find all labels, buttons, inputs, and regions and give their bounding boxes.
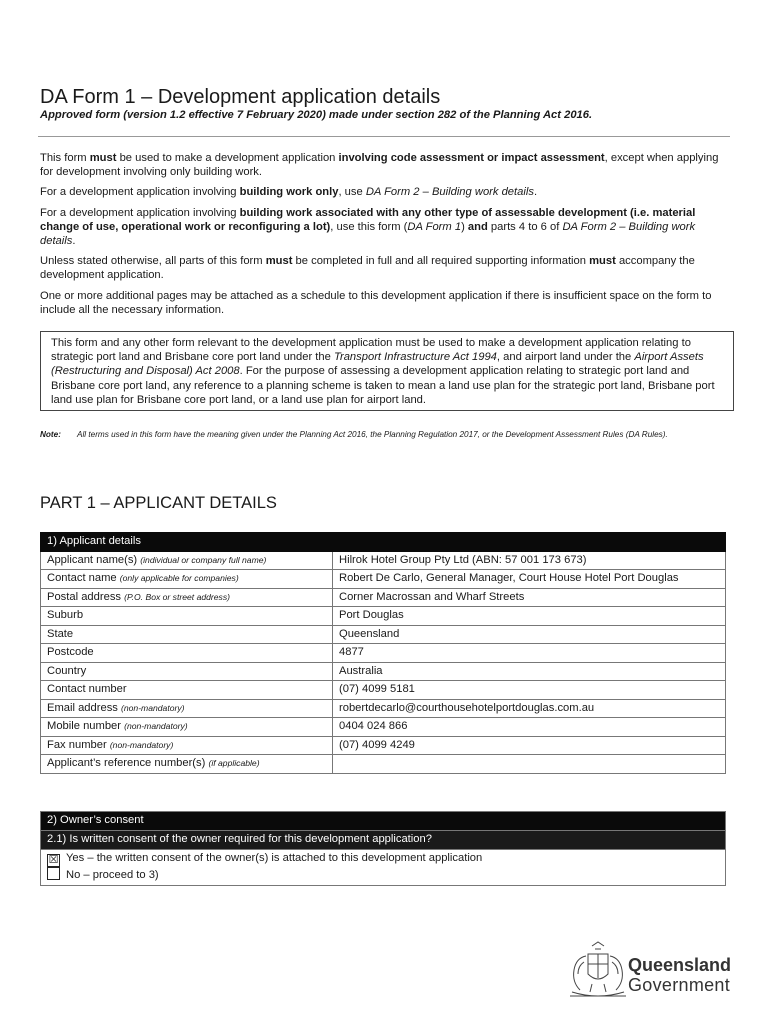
form-reference: DA Form 1 [407,220,462,233]
state-field[interactable]: Queensland [333,625,726,644]
text: . For the purpose of assessing a development application relating to strategic port land and Brisbane core port land, any reference to a planning scheme is taken to mean a land use plan for the strategic port land, Brisbane port land use plan for Brisbane core port land, or a land use plan for airport land. [51,365,715,406]
options-row [41,850,726,886]
label-text: Postcode [47,646,94,658]
text: parts 4 to 6 of [487,220,563,233]
text: This form and any other form relevant to the development application must be used to make a development application relating to strategic port land and Brisbane core port land under the [51,337,691,364]
field-label [41,755,333,774]
table-row [41,718,726,737]
emphasis: and [467,220,488,233]
table-row [41,681,726,700]
label-text: Country [47,664,87,677]
emphasis: building work only [239,186,339,199]
field-label [41,551,333,570]
label-text: Contact name [47,572,117,584]
field-hint: (non-mandatory) [109,739,174,750]
field-label [41,681,333,700]
applicant-name-field[interactable]: Hilrok Hotel Group Pty Ltd (ABN: 57 001 173 673) [333,551,726,570]
country-field[interactable]: Australia [333,662,726,681]
act-reference: Transport Infrastructure Act 1994 [333,351,497,364]
text: This form [40,152,90,164]
checkbox-checked[interactable]: ☒ [48,854,59,866]
intro-paragraph-4 [40,254,730,282]
table-row [41,570,726,589]
table-row [41,607,726,626]
emphasis: building work associated with any other type of assessable development (i.e. material change of use, operational work or reconfiguring a lot) [40,206,696,233]
field-label [41,570,333,589]
label-text: Applicant’s reference number(s) [47,757,206,769]
table-row [41,662,726,681]
checkbox-unchecked[interactable] [47,867,60,880]
table-row [41,736,726,755]
field-hint: (non-mandatory) [121,702,185,713]
table-row [41,551,726,570]
table-row [41,625,726,644]
table-row [41,699,726,718]
question-row [41,831,726,850]
label-text: Mobile number [47,720,121,732]
field-label [41,736,333,755]
field-label [41,662,333,681]
text: For a development application involving [40,206,240,219]
emphasis: involving code assessment or impact assessment [338,152,605,164]
intro-text [40,151,730,323]
option-label: Yes – the written consent of the owner(s) is attached to this development application [66,852,483,864]
queensland-government-logo [628,955,731,995]
intro-paragraph-2 [40,185,730,199]
label-text: Contact number [47,683,127,695]
postal-address-field[interactable]: Corner Macrossan and Wharf Streets [333,588,726,607]
section-header: 1) Applicant details [41,533,726,552]
text: , use [338,186,366,199]
field-label [41,644,333,663]
options-cell [41,850,726,886]
note-label: Note: [40,430,61,439]
label-text: State [47,627,74,640]
intro-paragraph-5: One or more additional pages may be attached as a schedule to this development application if there is insufficient space on the form to include all the necessary information. [40,289,712,316]
reference-number-field[interactable] [333,755,726,774]
text: be used to make a development application [116,152,339,164]
part-1-heading: PART 1 – APPLICANT DETAILS [40,494,277,512]
page-title: DA Form 1 – Development application details [40,86,441,108]
form-reference: DA Form 2 – Building work details [365,186,534,199]
field-hint: (only applicable for companies) [119,573,239,583]
intro-paragraph-3 [40,206,730,249]
consent-no-option[interactable] [47,867,720,883]
title-divider [38,136,730,137]
field-hint: (non-mandatory) [124,721,188,731]
contact-number-field[interactable]: (07) 4099 5181 [333,681,726,700]
applicant-details-table [40,532,726,774]
emphasis: must [89,152,117,164]
text: , except when applying for development involving only building work. [40,152,719,179]
text: accompany the development application. [40,255,695,282]
field-label [41,607,333,626]
table-row [41,588,726,607]
owner-consent-table [40,811,726,886]
text: Unless stated otherwise, all parts of this form [40,255,266,268]
text: . [533,186,538,199]
option-label: No – proceed to 3) [66,869,159,881]
label-text: Suburb [47,609,84,621]
emphasis: must [589,255,616,268]
logo-line-1: Queensland [628,955,732,975]
field-label [41,588,333,607]
suburb-field[interactable]: Port Douglas [333,607,726,626]
field-label [41,699,333,718]
field-hint: (if applicable) [208,758,260,768]
label-text: Fax number [47,738,107,751]
mobile-number-field[interactable]: 0404 024 866 [333,718,726,737]
text: ) [461,220,468,233]
contact-name-field[interactable]: Robert De Carlo, General Manager, Court House Hotel Port Douglas [333,570,726,589]
note-text: All terms used in this form have the meaning given under the Planning Act 2016, the Planning Regulation 2017, or the Development Assessment Rules (DA Rules). [77,430,668,439]
text: , use this form ( [330,220,408,233]
page-subtitle: Approved form (version 1.2 effective 7 February 2020) made under section 282 of the Planning Act 2016. [40,109,593,121]
text: be completed in full and all required supporting information [292,255,590,268]
field-label [41,625,333,644]
text: For a development application involving [40,186,240,199]
text: . [72,235,76,248]
field-label [41,718,333,737]
email-field[interactable]: robertdecarlo@courthousehotelportdouglas.com.au [333,699,726,718]
consent-yes-option[interactable] [47,851,720,867]
form-reference: DA Form 2 – Building work details [40,220,696,248]
intro-paragraph-1 [40,151,730,179]
text: , and airport land under the [496,351,635,364]
field-hint: (P.O. Box or street address) [124,591,230,602]
table-row [41,644,726,663]
logo-line-2: Government [628,975,731,995]
field-hint: (individual or company full name) [140,554,267,565]
label-text: Email address [47,701,118,714]
postcode-field[interactable]: 4877 [333,644,726,663]
label-text: Applicant name(s) [47,553,138,566]
label-text: Postal address [47,590,122,603]
emphasis: must [265,255,293,268]
question-text: 2.1) Is written consent of the owner required for this development application? [41,831,726,850]
port-land-notice [40,331,734,411]
act-reference: Airport Assets (Restructuring and Disposal) Act 2008 [51,351,704,378]
section-header-row [41,812,726,831]
fax-number-field[interactable]: (07) 4099 4249 [333,736,726,755]
section-header-row [41,533,726,552]
section-header: 2) Owner’s consent [41,812,726,831]
table-row [41,755,726,774]
